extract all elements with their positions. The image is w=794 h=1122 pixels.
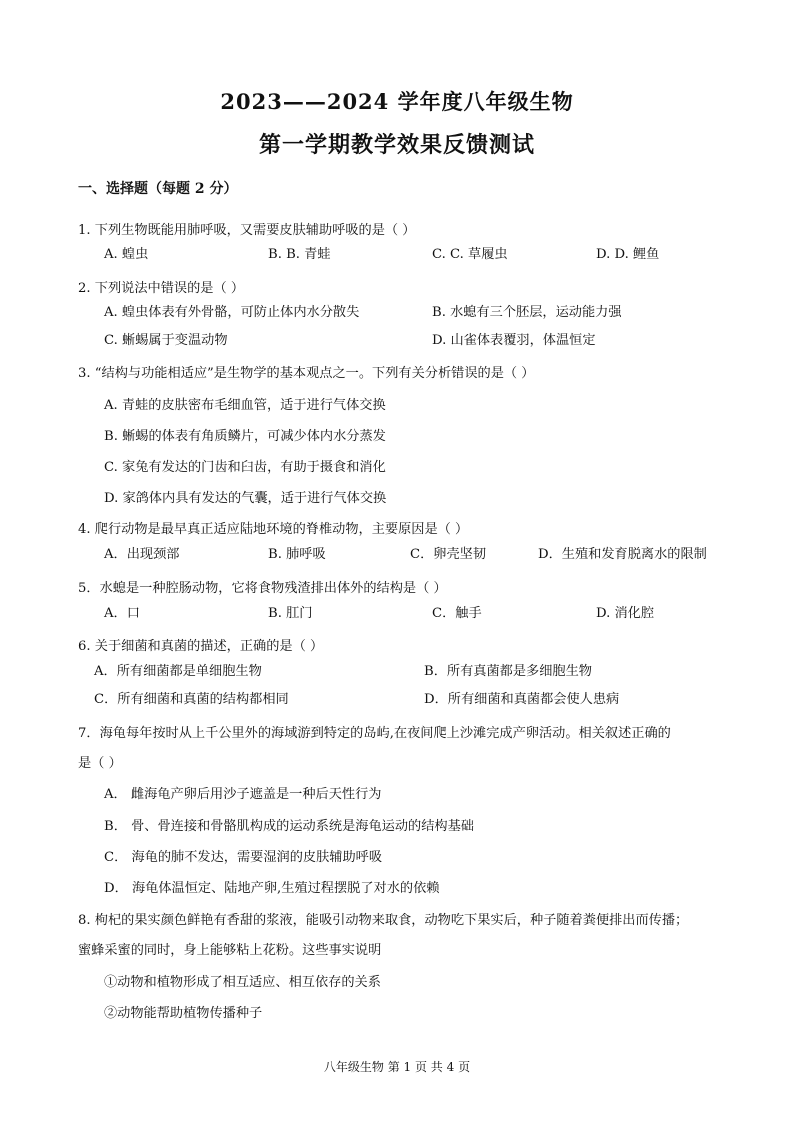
question-2-option-d: D. 山雀体表覆羽，体温恒定 (432, 333, 596, 348)
exam-title-line1: 2023——2024 学年度八年级生物 (220, 89, 574, 114)
question-6-option-b: B．所有真菌都是多细胞生物 (424, 664, 592, 679)
question-4-option-b: B. 肺呼吸 (268, 547, 326, 562)
question-1-stem: 1. 下列生物既能用肺呼吸，又需要皮肤辅助呼吸的是（ ） (78, 223, 416, 238)
question-7-option-d: D． 海龟体温恒定、陆地产卵,生殖过程摆脱了对水的依赖 (104, 881, 440, 896)
question-6-option-a: A．所有细菌都是单细胞生物 (94, 664, 262, 679)
question-5-option-d: D. 消化腔 (596, 606, 655, 621)
question-5-option-b: B. 肛门 (268, 606, 313, 621)
question-6-option-c: C．所有细菌和真菌的结构都相同 (94, 692, 289, 707)
question-1-option-c: C. C. 草履虫 (432, 247, 508, 262)
question-5-option-c: C．触手 (432, 606, 482, 621)
question-4-option-c: C．卵壳坚韧 (410, 547, 487, 562)
question-7-option-a: A． 雌海龟产卵后用沙子遮盖是一种后天性行为 (104, 787, 382, 802)
question-4-option-d: D．生殖和发育脱离水的限制 (538, 547, 707, 562)
question-3-option-b: B. 蜥蜴的体表有角质鳞片，可减少体内水分蒸发 (104, 429, 386, 444)
question-8-statement-2: ②动物能帮助植物传播种子 (104, 1006, 263, 1021)
question-7-option-c: C． 海龟的肺不发达，需要湿润的皮肤辅助呼吸 (104, 850, 383, 865)
question-7-stem-line1: 7．海龟每年按时从上千公里外的海域游到特定的岛屿,在夜间爬上沙滩完成产卵活动。相关叙述正确的 (78, 726, 671, 741)
question-1-option-d: D. D. 鲤鱼 (596, 247, 660, 262)
question-8-statement-1: ①动物和植物形成了相互适应、相互依存的关系 (104, 975, 381, 990)
question-4-option-a: A．出现颈部 (104, 547, 180, 562)
question-1-option-a: A. 蝗虫 (104, 247, 149, 262)
question-7-stem-line2: 是（ ） (78, 756, 122, 771)
question-3-option-d: D. 家鸽体内具有发达的气囊，适于进行气体交换 (104, 491, 387, 506)
question-3-option-a: A. 青蛙的皮肤密布毛细血管，适于进行气体交换 (104, 398, 386, 413)
question-2-option-a: A. 蝗虫体表有外骨骼，可防止体内水分散失 (104, 305, 360, 320)
question-4-stem: 4. 爬行动物是最早真正适应陆地环境的脊椎动物，主要原因是（ ） (78, 522, 469, 537)
section-heading: 一、选择题（每题 2 分） (78, 181, 238, 197)
page-footer: 八年级生物 第 1 页 共 4 页 (323, 1060, 471, 1074)
exam-title-line2: 第一学期教学效果反馈测试 (258, 132, 535, 158)
question-5-stem: 5．水螅是一种腔肠动物，它将食物残渣排出体外的结构是（ ） (78, 581, 447, 596)
question-5-option-a: A．口 (104, 606, 140, 621)
question-2-stem: 2. 下列说法中错误的是（ ） (78, 281, 245, 296)
question-8-stem-line2: 蜜蜂采蜜的同时，身上能够粘上花粉。这些事实说明 (78, 943, 382, 958)
question-2-option-c: C. 蜥蜴属于变温动物 (104, 333, 228, 348)
question-6-option-d: D．所有细菌和真菌都会使人患病 (424, 692, 620, 707)
question-3-stem: 3. “结构与功能相适应”是生物学的基本观点之一。下列有关分析错误的是（ ） (78, 366, 535, 381)
question-1-option-b: B. B. 青蛙 (268, 247, 331, 262)
question-6-stem: 6. 关于细菌和真菌的描述，正确的是（ ） (78, 639, 324, 654)
question-7-option-b: B． 骨、骨连接和骨骼肌构成的运动系统是海龟运动的结构基础 (104, 819, 474, 834)
question-2-option-b: B. 水螅有三个胚层，运动能力强 (432, 305, 622, 320)
question-8-stem-line1: 8. 枸杞的果实颜色鲜艳有香甜的浆液，能吸引动物来取食，动物吃下果实后，种子随着粪便排出而传播； (78, 913, 689, 928)
question-3-option-c: C. 家兔有发达的门齿和臼齿，有助于摄食和消化 (104, 460, 386, 475)
